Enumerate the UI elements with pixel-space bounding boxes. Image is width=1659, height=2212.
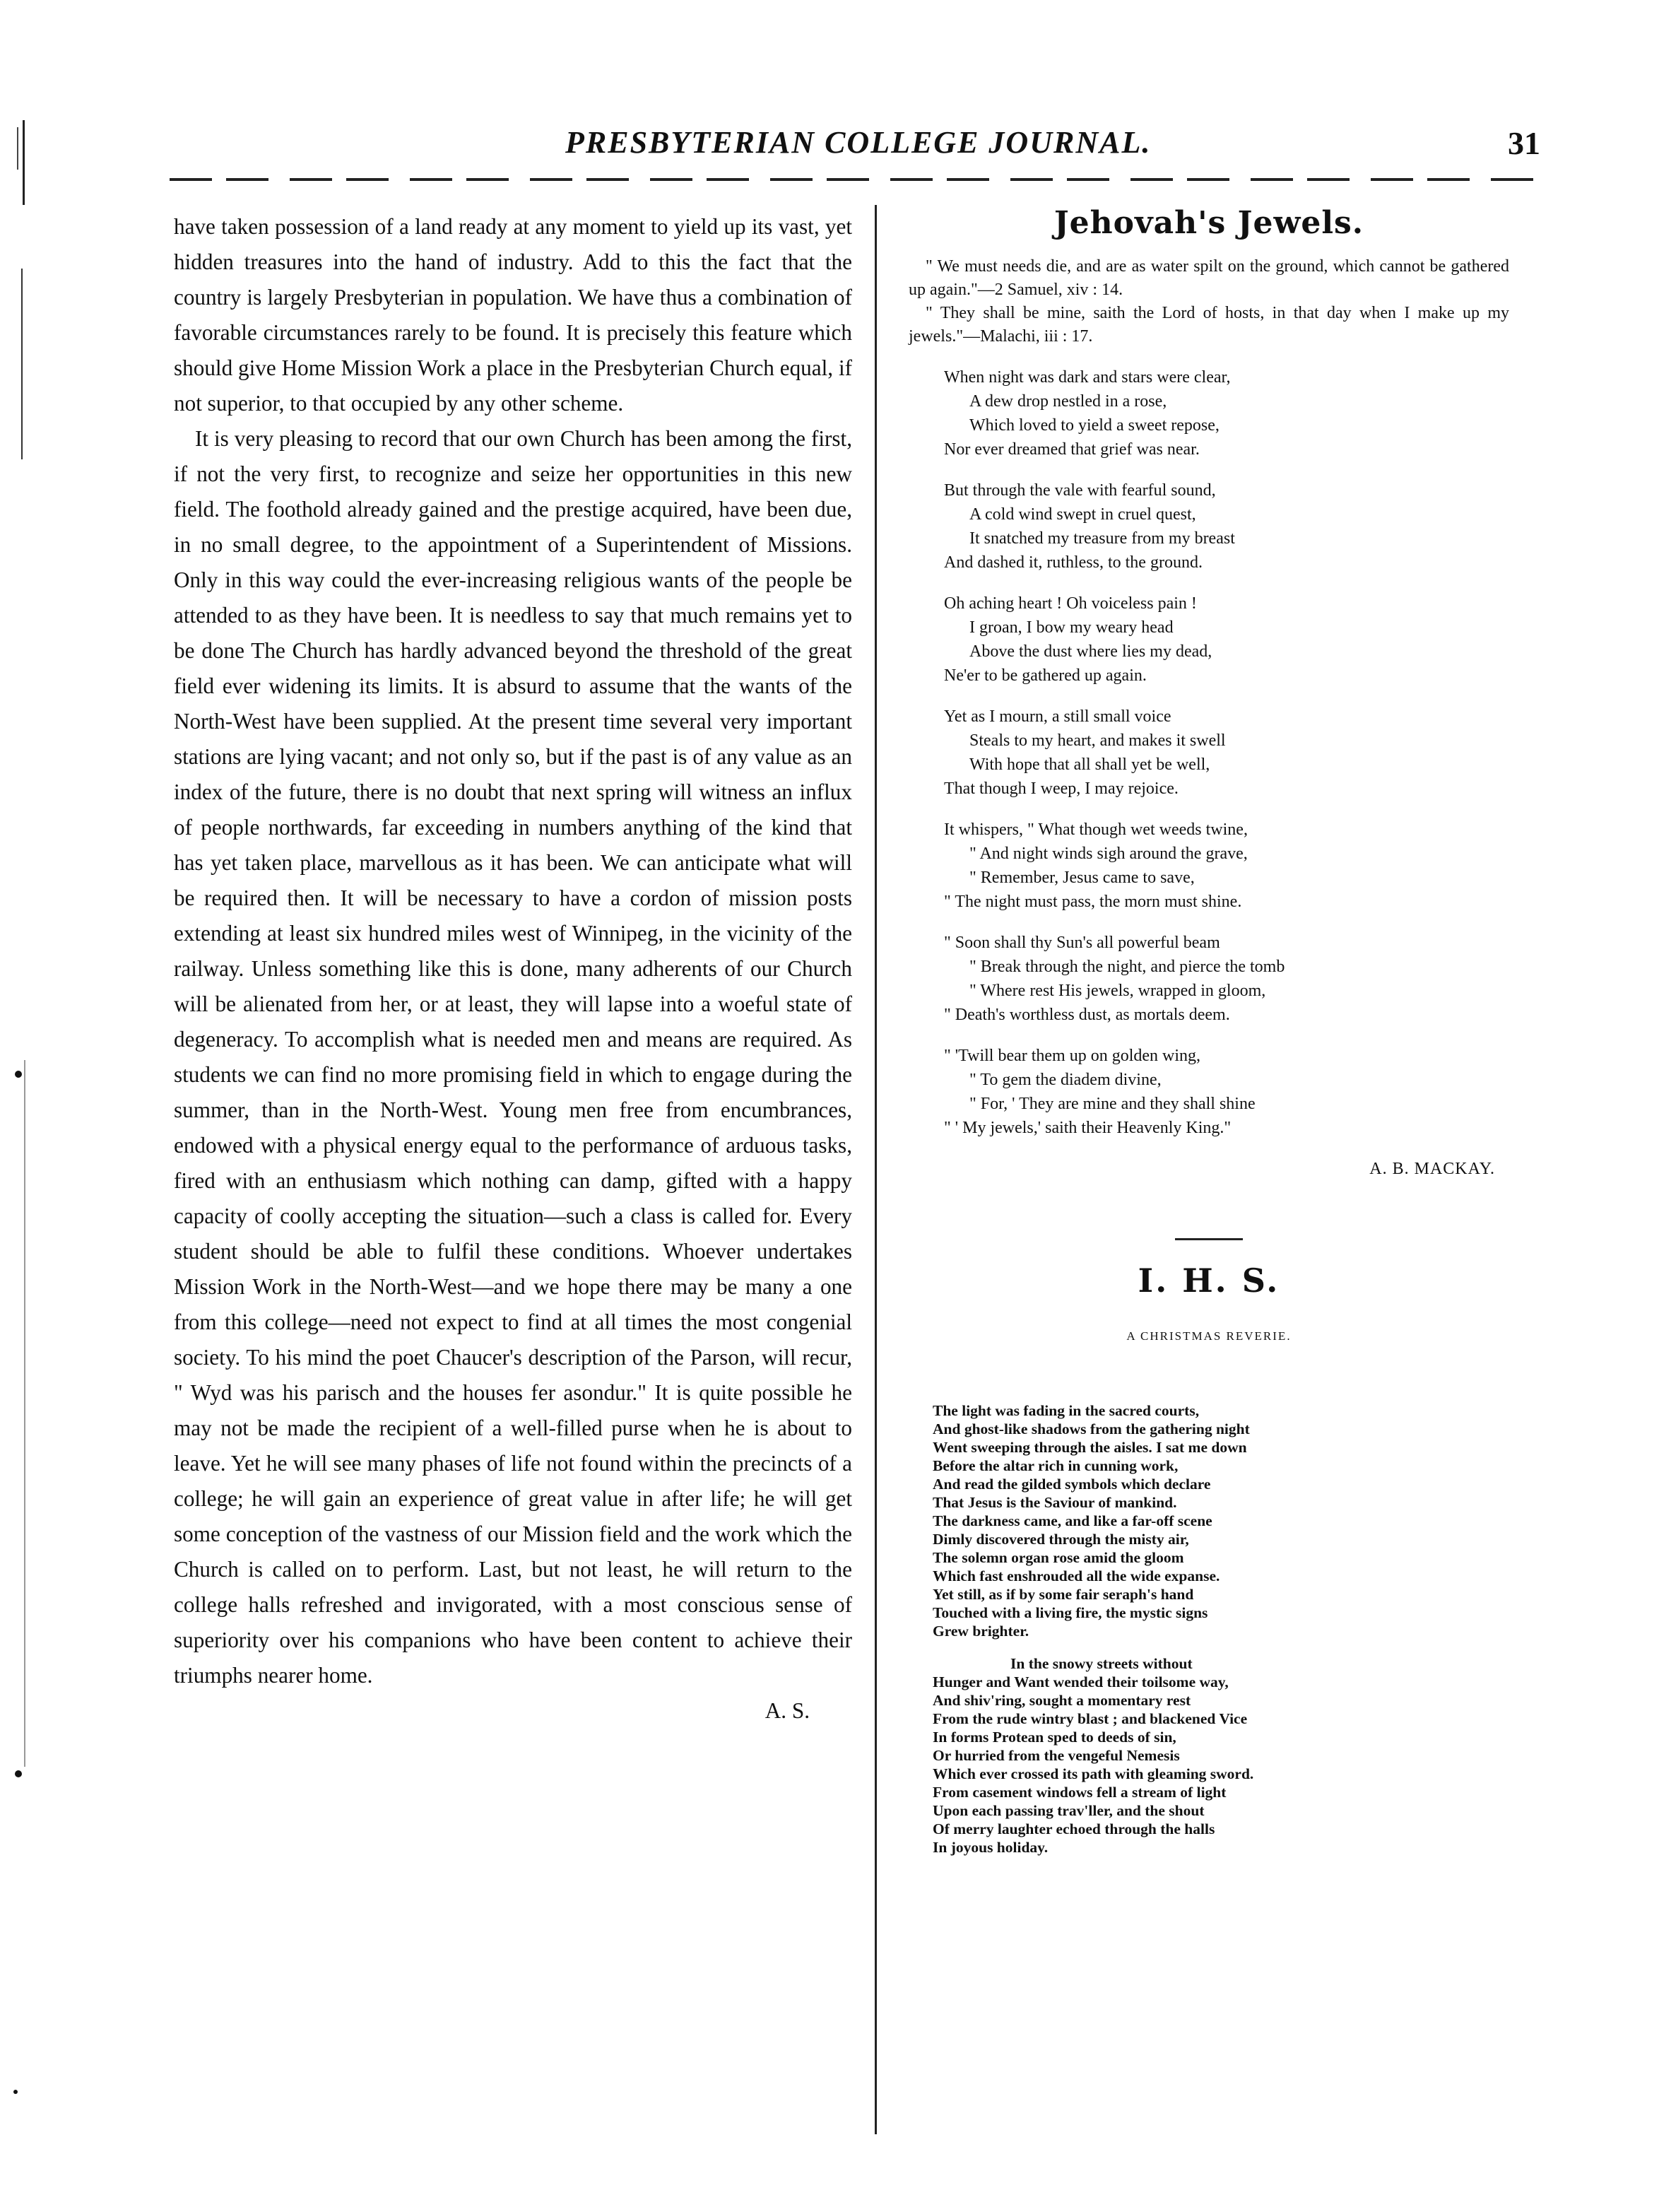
verse-line: Before the altar rich in cunning work, bbox=[933, 1457, 1179, 1474]
page-margin-specks bbox=[7, 71, 31, 2120]
verse-line: Touched with a living fire, the mystic signs bbox=[933, 1604, 1208, 1621]
poem-stanza bbox=[909, 365, 1509, 461]
verse-line: Which ever crossed its path with gleaming sword. bbox=[933, 1765, 1254, 1782]
verse-line: From casement windows fell a stream of light bbox=[933, 1784, 1227, 1801]
verse-line: I groan, I bow my weary head bbox=[969, 618, 1174, 637]
header-rule bbox=[170, 178, 1540, 181]
article-paragraph: It is very pleasing to record that our own Church has been among the first, if not the very first, to recognize and seize her opportunities in this new field. The foothold already gained and the prestige acquired, have been due, in no small degree, to the appointment of a Superintendent of Missions. Only in this way could the ever-increasing religious wants of the people be attended to as they have been. It is needless to say that much remains yet to be done The Church has hardly advanced beyond the threshold of the great field ever widening its limits. It is absurd to assume that the wants of the North-West have been supplied. At the present time several very important stations are lying vacant; and not only so, but if the past is of any value as an index of the future, there is no doubt that next spring will witness an influx of people northwards, far exceeding in numbers anything of the kind that has yet taken place, marvellous as it has been. We can anticipate what will be required then. It will be necessary to have a cordon of mission posts extending at least six hundred miles west of Winnipeg, in the vicinity of the railway. Unless something like this is done, many adherents of our Church will be alienated from her, or at least, they will lapse into a woeful state of degeneracy. To accomplish what is needed men and means are required. As students we can find no more promising field in which to engage during the summer, than in the North-West. Young men free from encumbrances, endowed with a physical energy equal to the performance of arduous tasks, fired with an enthusiasm which nothing can damp, gifted with a happy capacity of coolly accepting the situation—such a class is called for. Every student should be able to fulfil these conditions. Whoever undertakes Mission Work in the North-West—and we hope there may be many a one from this college—need not expect to find at all times the most congenial society. To his mind the poet Chaucer's description of the Parson, will recur, " Wyd was his parisch and the houses fer asondur." It is quite possible he may not be made the recipient of a well-filled purse when he is about to leave. Yet he will see many phases of life not found within the precincts of a college; he will gain an experience of great value in after life; he will get some conception of the vastness of our Mission field and the work which the Church is called on to perform. Last, but not least, he will return to the college halls refreshed and invigorated, with a most conscious sense of superiority over his companions who have been content to achieve their triumphs nearer home. bbox=[174, 426, 852, 1688]
verse-line: " ' My jewels,' saith their Heavenly King." bbox=[944, 1119, 1232, 1137]
verse-line: The darkness came, and like a far-off scene bbox=[933, 1512, 1212, 1529]
verse-line: Nor ever dreamed that grief was near. bbox=[944, 440, 1200, 459]
poem-epigraph bbox=[909, 255, 1509, 348]
epigraph-line: " They shall be mine, saith the Lord of hosts, in that day when I make up my jewels."—Malachi, iii : 17. bbox=[909, 304, 1509, 346]
poem-stanza bbox=[909, 592, 1509, 688]
verse-line: And ghost-like shadows from the gathering night bbox=[933, 1420, 1250, 1437]
verse-line: Steals to my heart, and makes it swell bbox=[969, 731, 1226, 750]
poem-subtitle: A CHRISTMAS REVERIE. bbox=[1126, 1329, 1292, 1343]
verse-line: " Soon shall thy Sun's all powerful beam bbox=[944, 934, 1220, 952]
verse-line: The solemn organ rose amid the gloom bbox=[933, 1549, 1184, 1566]
verse-line: And dashed it, ruthless, to the ground. bbox=[944, 553, 1203, 572]
verse-line: Hunger and Want wended their toilsome way, bbox=[933, 1673, 1229, 1690]
verse-line: Which fast enshrouded all the wide expanse. bbox=[933, 1567, 1220, 1584]
verse-line: " For, ' They are mine and they shall shine bbox=[969, 1095, 1256, 1113]
epigraph-line: " We must needs die, and are as water spilt on the ground, which cannot be gathered up again."—2 Samuel, xiv : 14. bbox=[909, 257, 1509, 299]
verse-line: Of merry laughter echoed through the halls bbox=[933, 1820, 1215, 1837]
verse-line: Above the dust where lies my dead, bbox=[969, 642, 1212, 661]
reverie-text bbox=[933, 1401, 1509, 1857]
verse-line: And read the gilded symbols which declare bbox=[933, 1476, 1211, 1493]
article-signature: A. S. bbox=[764, 1698, 810, 1723]
verse-line: In forms Protean sped to deeds of sin, bbox=[933, 1729, 1176, 1746]
poem-stanza bbox=[909, 818, 1509, 914]
article-paragraph: have taken possession of a land ready at any moment to yield up its vast, yet hidden treasures into the hand of industry. Add to this the fact that the country is largely Presbyterian in population. We have thus a combination of favorable circumstances rarely to be found. It is precisely this feature which should give Home Mission Work a place in the Presbyterian Church equal, if not superior, to that occupied by any other scheme. bbox=[174, 214, 852, 416]
section-divider bbox=[1175, 1238, 1243, 1240]
verse-line: But through the vale with fearful sound, bbox=[944, 481, 1216, 500]
verse-line: Or hurried from the vengeful Nemesis bbox=[933, 1747, 1180, 1764]
verse-line: Upon each passing trav'ller, and the shout bbox=[933, 1802, 1205, 1819]
verse-line: Yet still, as if by some fair seraph's hand bbox=[933, 1586, 1194, 1603]
verse-line: Which loved to yield a sweet repose, bbox=[969, 416, 1220, 435]
verse-line: From the rude wintry blast ; and blackened Vice bbox=[933, 1710, 1248, 1727]
verse-line: " Break through the night, and pierce the tomb bbox=[969, 958, 1285, 976]
verse-line: Yet as I mourn, a still small voice bbox=[944, 707, 1171, 726]
verse-line: Went sweeping through the aisles. I sat me down bbox=[933, 1439, 1247, 1456]
verse-line: That though I weep, I may rejoice. bbox=[944, 780, 1179, 798]
verse-line: A dew drop nestled in a rose, bbox=[969, 392, 1167, 411]
verse-line: With hope that all shall yet be well, bbox=[969, 755, 1210, 774]
poem-title: I. H. S. bbox=[1138, 1261, 1280, 1300]
verse-line: Oh aching heart ! Oh voiceless pain ! bbox=[944, 594, 1197, 613]
verse-line: Grew brighter. bbox=[933, 1623, 1029, 1640]
verse-line: In joyous holiday. bbox=[933, 1839, 1049, 1856]
verse-line: That Jesus is the Saviour of mankind. bbox=[933, 1494, 1177, 1511]
verse-line: When night was dark and stars were clear, bbox=[944, 368, 1231, 387]
verse-line: In the snowy streets without bbox=[1010, 1655, 1193, 1672]
poem-stanza bbox=[909, 931, 1509, 1027]
verse-line: " Where rest His jewels, wrapped in gloom, bbox=[969, 982, 1266, 1000]
verse-line: " Death's worthless dust, as mortals deem. bbox=[944, 1006, 1230, 1024]
poem-stanza bbox=[909, 705, 1509, 801]
poem-stanza bbox=[909, 478, 1509, 575]
verse-line: " Remember, Jesus came to save, bbox=[969, 869, 1195, 887]
verse-line: A cold wind swept in cruel quest, bbox=[969, 505, 1196, 524]
verse-line: It whispers, " What though wet weeds twine, bbox=[944, 820, 1248, 839]
poem-stanza bbox=[909, 1044, 1509, 1140]
verse-line: " 'Twill bear them up on golden wing, bbox=[944, 1047, 1201, 1065]
verse-line: " And night winds sigh around the grave, bbox=[969, 845, 1248, 863]
right-column bbox=[909, 205, 1509, 1857]
poem-title: Jehovah's Jewels. bbox=[1053, 205, 1364, 241]
verse-line: The light was fading in the sacred courts, bbox=[933, 1402, 1200, 1419]
left-column-article bbox=[174, 209, 852, 1729]
page-number: 31 bbox=[1508, 125, 1540, 161]
page-header bbox=[170, 119, 1540, 168]
verse-line: Ne'er to be gathered up again. bbox=[944, 666, 1147, 685]
verse-line: And shiv'ring, sought a momentary rest bbox=[933, 1692, 1191, 1709]
column-divider bbox=[875, 205, 877, 2134]
verse-line: It snatched my treasure from my breast bbox=[969, 529, 1235, 548]
poem-author: A. B. MACKAY. bbox=[1369, 1160, 1495, 1178]
running-head: PRESBYTERIAN COLLEGE JOURNAL. bbox=[565, 125, 1152, 160]
verse-line: " To gem the diadem divine, bbox=[969, 1071, 1162, 1089]
verse-line: " The night must pass, the morn must shine. bbox=[944, 893, 1242, 911]
verse-line: Dimly discovered through the misty air, bbox=[933, 1531, 1189, 1548]
